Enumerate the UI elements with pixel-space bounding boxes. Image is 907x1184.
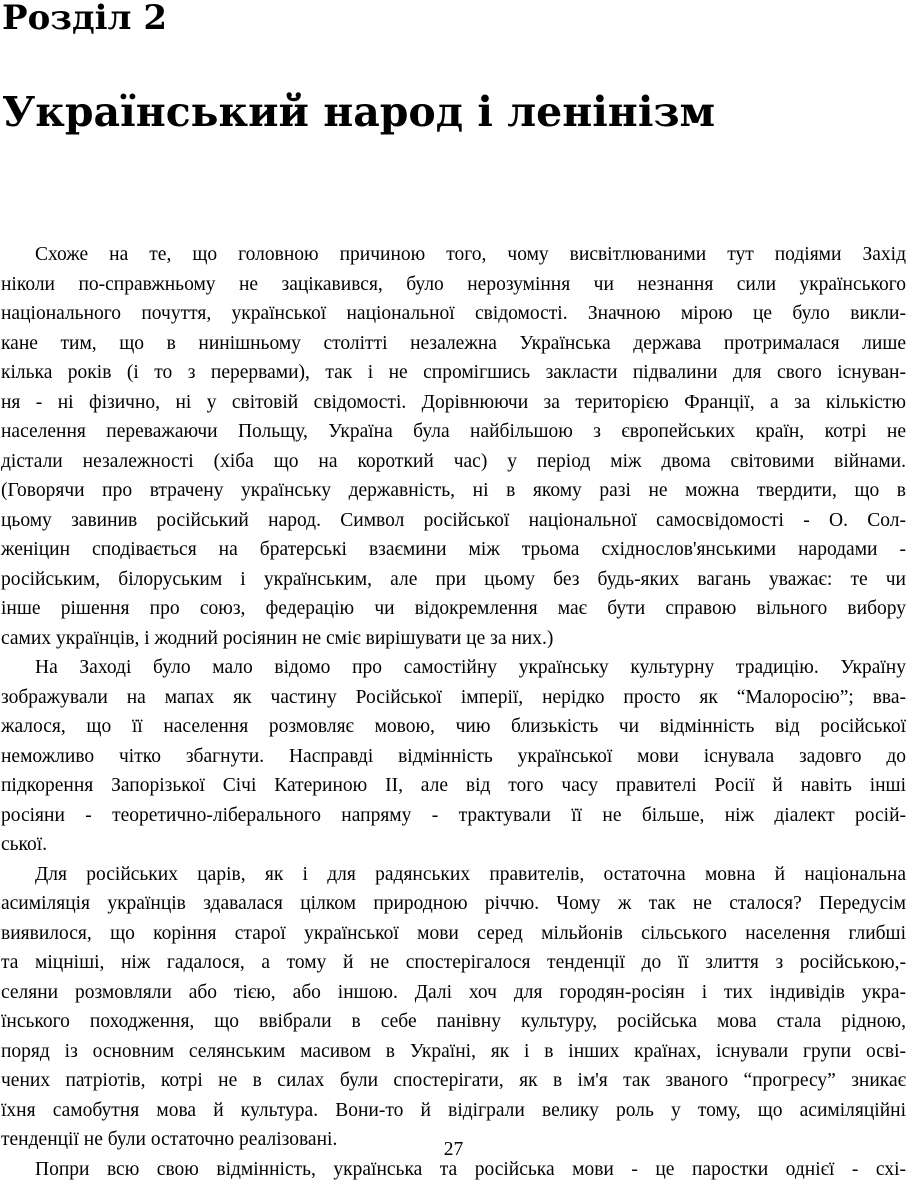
text-line: кілька років (і то з перервами), так і не спромігшись закласти підвалини для свого існуван-	[1, 358, 906, 388]
text-line: росіяни - теоретично-ліберального напряму - трактували її не більше, ніж діалект росій-	[1, 801, 906, 831]
text-line: ської.	[1, 830, 906, 860]
text-line: національного почуття, української національної свідомості. Значною мірою це було викли-	[1, 299, 906, 329]
text-line: Попри всю свою відмінність, українська та російська мови - це паростки однієї - схі-	[1, 1155, 906, 1184]
text-line: поряд із основним селянським масивом в Україні, як і в інших країнах, існували групи осві-	[1, 1037, 906, 1067]
text-line: (Говорячи про втрачену українську державність, ні в якому разі не можна твердити, що в	[1, 476, 906, 506]
body-text	[1, 240, 906, 1184]
chapter-label: Розділ 2	[2, 0, 167, 38]
text-line: Для російських царів, як і для радянських правителів, остаточна мовна й національна	[1, 860, 906, 890]
text-line: самих українців, і жодний росіянин не сміє вирішувати це за них.)	[1, 624, 906, 654]
text-line: асиміляція українців здавалася цілком природною річчю. Чому ж так не сталося? Передусім	[1, 889, 906, 919]
paragraph	[1, 240, 906, 653]
text-line: підкорення Запорізької Січі Катериною II, але від того часу правителі Росії й навіть інші	[1, 771, 906, 801]
paragraph	[1, 653, 906, 860]
text-line: чених патріотів, котрі не в силах були спостерігати, як в ім'я так званого “прогресу” зникає	[1, 1066, 906, 1096]
text-line: та міцніші, ніж гадалося, а тому й не спостерігалося тенденції до її злиття з російською,-	[1, 948, 906, 978]
text-line: їхня самобутня мова й культура. Вони-то й відіграли велику роль у тому, що асиміляційні	[1, 1096, 906, 1126]
text-line: жалося, що її населення розмовляє мовою, чию близькість чи відмінність від російської	[1, 712, 906, 742]
text-line: зображували на мапах як частину Російської імперії, нерідко просто як “Малоросію”; вва-	[1, 683, 906, 713]
text-line: кане тим, що в нинішньому столітті незалежна Українська держава протрималася лише	[1, 329, 906, 359]
text-line: ня - ні фізично, ні у світовій свідомості. Дорівнюючи за територією Франції, а за кількістю	[1, 388, 906, 418]
text-line: ніколи по-справжньому не зацікавився, було нерозуміння чи незнання сили українського	[1, 270, 906, 300]
text-line: цьому завинив російський народ. Символ російської національної самосвідомості - О. Сол-	[1, 506, 906, 536]
text-line: селяни розмовляли або тією, або іншою. Далі хоч для городян-росіян і тих індивідів укра-	[1, 978, 906, 1008]
text-line: дістали незалежності (хіба що на короткий час) у період між двома світовими війнами.	[1, 447, 906, 477]
text-line: інше рішення про союз, федерацію чи відокремлення має бути справою вільного вибору	[1, 594, 906, 624]
page-number: 27	[0, 1138, 907, 1162]
text-line: населення переважаючи Польщу, Україна була найбільшою з європейських країн, котрі не	[1, 417, 906, 447]
text-line: женіцин сподівається на братерські взаємини між трьома східнослов'янськими народами -	[1, 535, 906, 565]
text-line: виявилося, що коріння старої української мови серед мільйонів сільського населення глибші	[1, 919, 906, 949]
text-line: їнського походження, що ввібрали в себе панівну культуру, російська мова стала рідною,	[1, 1007, 906, 1037]
text-line: російським, білоруським і українським, але при цьому без будь-яких вагань уважає: те чи	[1, 565, 906, 595]
paragraph	[1, 860, 906, 1155]
text-line: неможливо чітко збагнути. Насправді відмінність української мови існувала задовго до	[1, 742, 906, 772]
text-line: На Заході було мало відомо про самостійну українську культурну традицію. Україну	[1, 653, 906, 683]
text-line: Схоже на те, що головною причиною того, чому висвітлюваними тут подіями Захід	[1, 240, 906, 270]
text-line: тенденції не були остаточно реалізовані.	[1, 1125, 906, 1155]
chapter-title: Український народ і ленінізм	[2, 86, 715, 138]
